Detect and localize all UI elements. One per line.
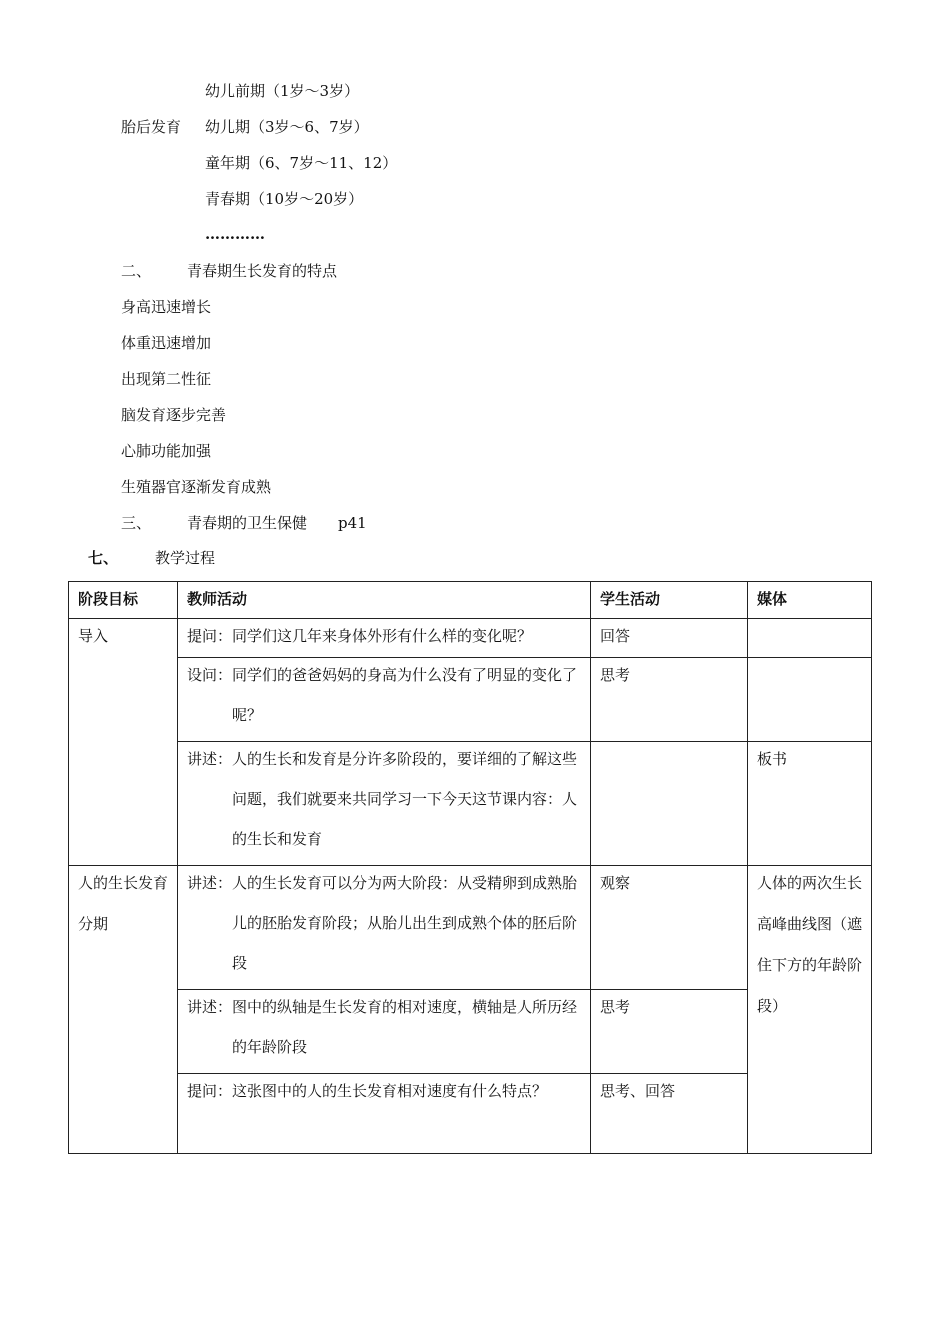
feature-item: 身高迅速增长	[121, 298, 212, 316]
activity-text: 人的生长发育可以分为两大阶段：从受精卵到成熟胎儿的胚胎发育阶段；从胎儿出生到成熟个体的胚后阶段	[232, 874, 578, 972]
section3-page: p41	[338, 514, 367, 532]
student-cell: 观察	[591, 866, 748, 990]
header-teacher: 教师活动	[178, 582, 591, 619]
student-cell: 思考	[591, 658, 748, 742]
stage-item: 幼儿期（3岁～6、7岁）	[205, 118, 369, 136]
activity-text: 人的生长和发育是分许多阶段的，要详细的了解这些问题，我们就要来共同学习一下今天这节课内容：人的生长和发育	[232, 750, 578, 848]
stage-cell: 导入	[69, 619, 178, 866]
teacher-cell	[178, 619, 591, 658]
stage-item: 童年期（6、7岁～11、12）	[205, 154, 398, 172]
table-row	[69, 866, 872, 990]
student-cell: 思考、回答	[591, 1074, 748, 1154]
activity-prefix: 讲述：	[187, 874, 233, 892]
activity-text: 图中的纵轴是生长发育的相对速度，横轴是人所历经的年龄阶段	[232, 998, 578, 1056]
stage-label: 人的生长发育分期	[78, 874, 169, 933]
media-label: 人体的两次生长高峰曲线图（遮住下方的年龄阶段）	[757, 874, 863, 1015]
feature-item: 生殖器官逐渐发育成熟	[121, 478, 272, 496]
teaching-process-table	[68, 581, 872, 1154]
table-row	[69, 658, 872, 742]
table-row	[69, 742, 872, 866]
activity-prefix: 提问：	[187, 1082, 233, 1100]
media-cell	[748, 658, 872, 742]
section3-title: 青春期的卫生保健	[187, 514, 308, 532]
activity-prefix: 提问：	[187, 627, 233, 645]
activity-prefix: 讲述：	[187, 998, 233, 1016]
header-media: 媒体	[748, 582, 872, 619]
feature-item: 心肺功能加强	[121, 442, 212, 460]
stage-item: 青春期（10岁～20岁）	[205, 190, 364, 208]
activity-prefix: 设问：	[187, 666, 233, 684]
media-cell: 板书	[748, 742, 872, 866]
section2-number: 二、	[121, 262, 152, 280]
stage-item: 幼儿前期（1岁～3岁）	[205, 82, 360, 100]
activity-text: 同学们的爸爸妈妈的身高为什么没有了明显的变化了呢？	[232, 666, 578, 724]
activity-prefix: 讲述：	[187, 750, 233, 768]
stage-cell	[69, 866, 178, 1154]
teacher-cell	[178, 1074, 591, 1154]
activity-text: 这张图中的人的生长发育相对速度有什么特点？	[232, 1082, 548, 1100]
table-header-row	[69, 582, 872, 619]
header-student: 学生活动	[591, 582, 748, 619]
media-cell	[748, 619, 872, 658]
feature-item: 体重迅速增加	[121, 334, 212, 352]
feature-item: 脑发育逐步完善	[121, 406, 227, 424]
header-stage: 阶段目标	[69, 582, 178, 619]
ellipsis: …………	[205, 225, 265, 243]
student-cell: 思考	[591, 990, 748, 1074]
teacher-cell	[178, 658, 591, 742]
section7-title: 教学过程	[155, 549, 216, 567]
activity-text: 同学们这几年来身体外形有什么样的变化呢？	[232, 627, 533, 645]
feature-item: 出现第二性征	[121, 370, 212, 388]
section7-number: 七、	[88, 549, 119, 567]
section2-title: 青春期生长发育的特点	[187, 262, 338, 280]
student-cell	[591, 742, 748, 866]
section3-number: 三、	[121, 514, 152, 532]
student-cell: 回答	[591, 619, 748, 658]
teacher-cell	[178, 866, 591, 990]
table-row	[69, 619, 872, 658]
teacher-cell	[178, 742, 591, 866]
post-birth-label: 胎后发育	[121, 118, 182, 136]
teacher-cell	[178, 990, 591, 1074]
media-cell	[748, 866, 872, 1154]
